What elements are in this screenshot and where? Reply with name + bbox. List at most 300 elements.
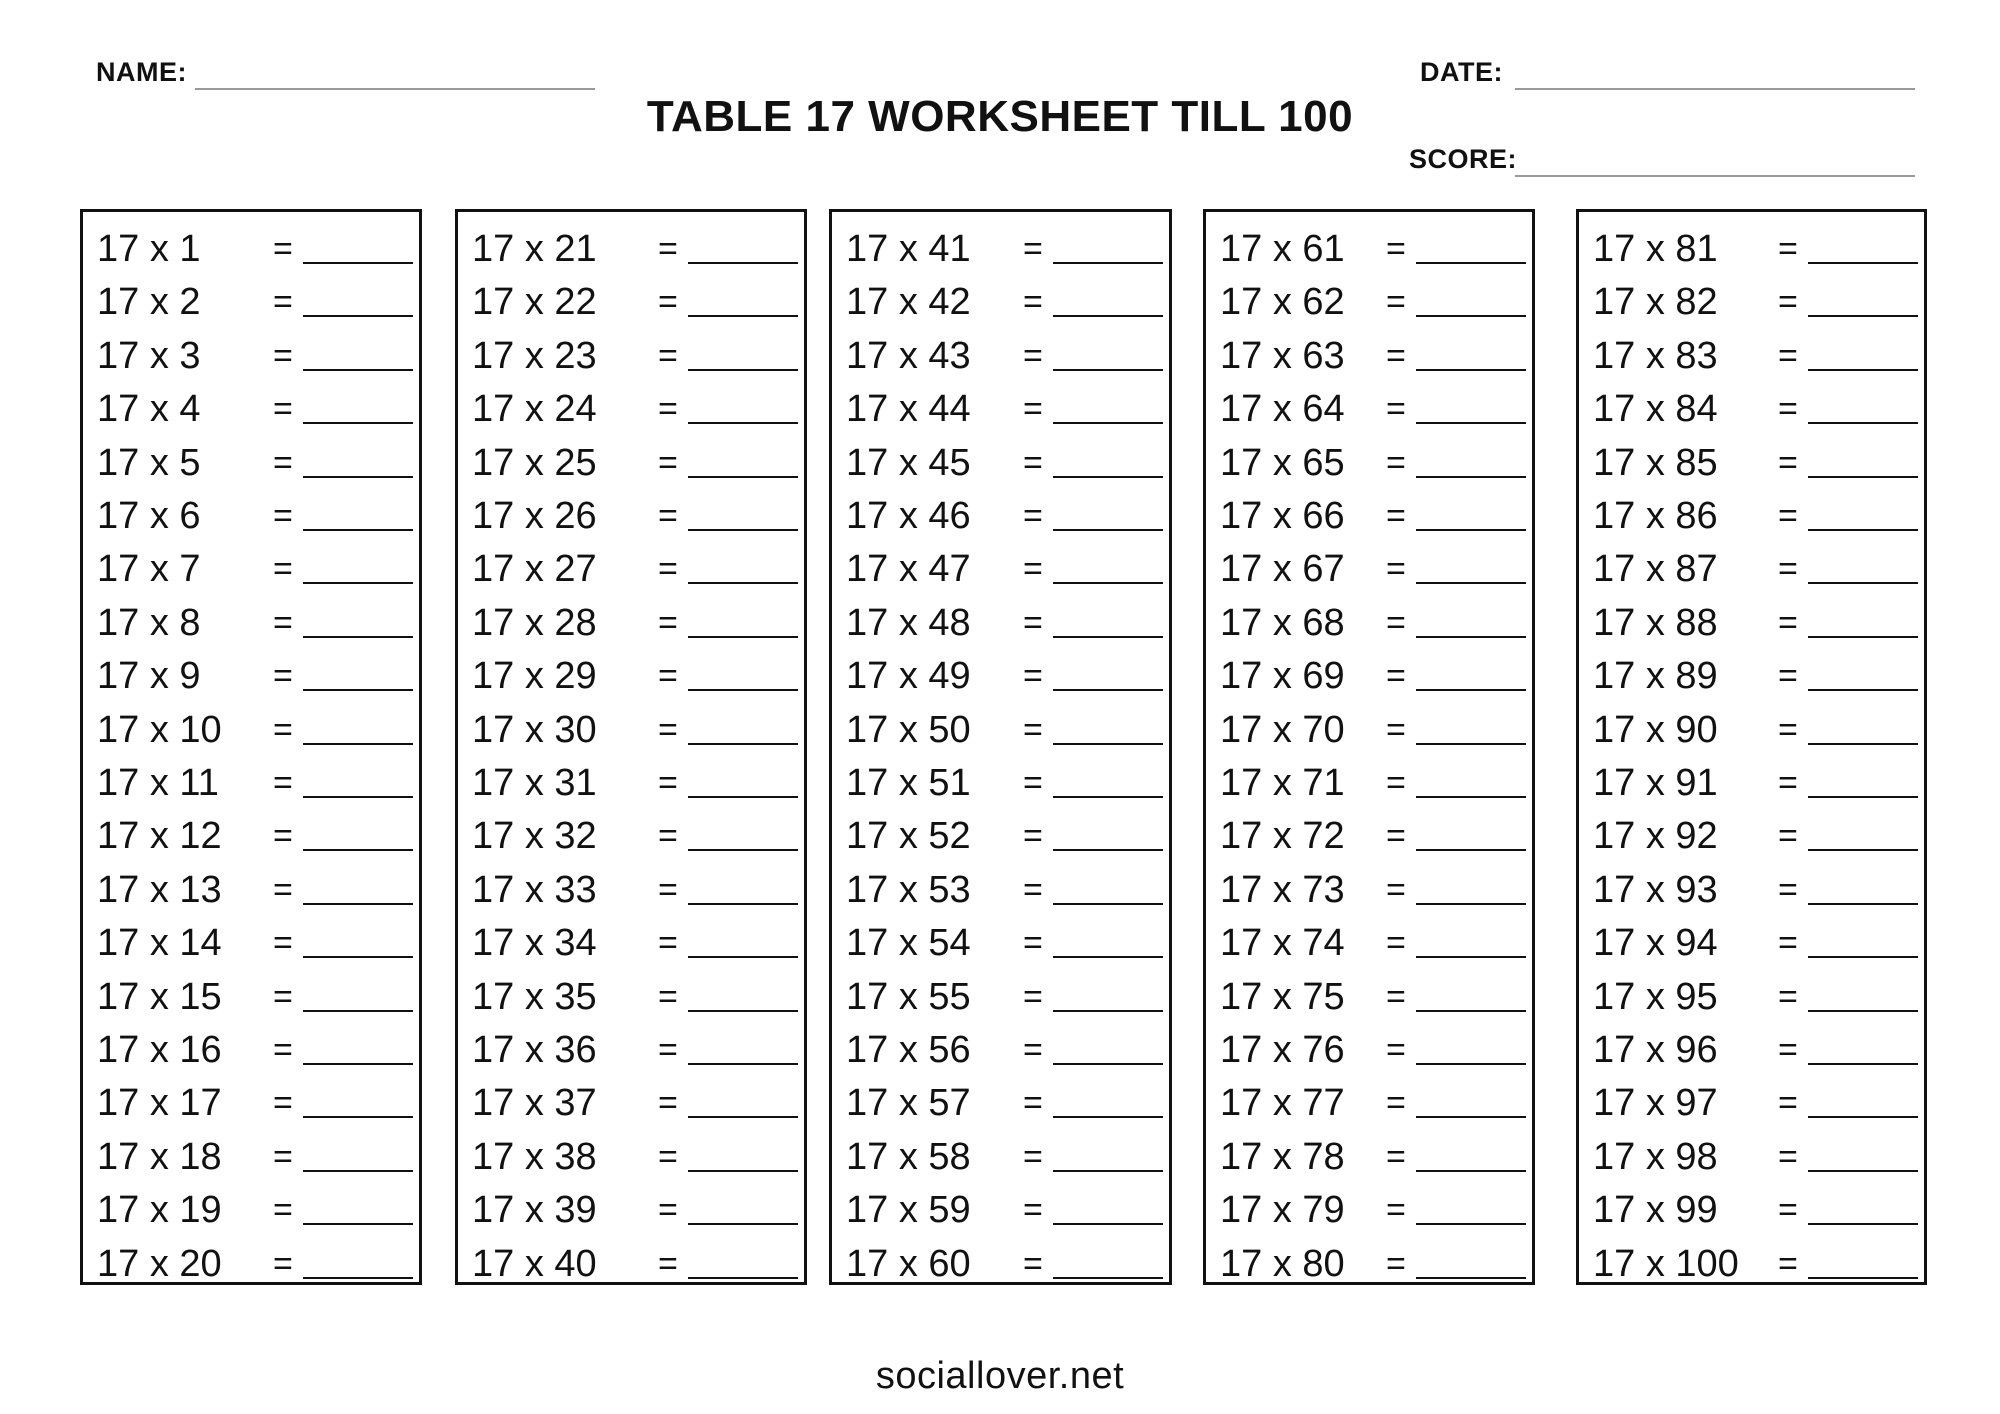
name-field[interactable]	[195, 88, 595, 90]
equals-sign: =	[1386, 710, 1406, 749]
equals-sign: =	[273, 603, 293, 642]
problem-row	[458, 1130, 804, 1183]
equals-sign: =	[1023, 443, 1043, 482]
problem-row	[83, 222, 419, 275]
problem-expression: 17 x 89	[1593, 655, 1718, 698]
answer-blank[interactable]	[688, 796, 798, 798]
equals-sign: =	[273, 764, 293, 802]
answer-blank[interactable]	[303, 743, 413, 745]
answer-blank[interactable]	[1416, 636, 1526, 638]
answer-blank[interactable]	[1808, 262, 1918, 264]
equals-sign: =	[658, 817, 678, 856]
equals-sign: =	[273, 497, 293, 535]
answer-blank[interactable]	[303, 529, 413, 531]
answer-blank[interactable]	[303, 903, 413, 905]
equals-sign: =	[273, 550, 293, 589]
problem-row	[1206, 329, 1532, 382]
answer-blank[interactable]	[1053, 903, 1163, 905]
problem-row	[832, 489, 1169, 542]
answer-blank[interactable]	[1416, 689, 1526, 691]
problem-expression: 17 x 47	[846, 548, 971, 591]
answer-blank[interactable]	[688, 1223, 798, 1225]
problem-row	[832, 970, 1169, 1023]
answer-blank[interactable]	[688, 422, 798, 424]
problem-row	[1579, 809, 1924, 862]
score-field[interactable]	[1515, 175, 1915, 177]
equals-sign: =	[1778, 1084, 1798, 1123]
equals-sign: =	[1386, 870, 1406, 909]
equals-sign: =	[1023, 1244, 1043, 1283]
problem-row	[458, 703, 804, 756]
equals-sign: =	[273, 657, 293, 696]
problem-row	[1206, 1130, 1532, 1183]
answer-blank[interactable]	[303, 796, 413, 798]
problem-row	[458, 382, 804, 435]
answer-blank[interactable]	[1416, 1223, 1526, 1225]
answer-blank[interactable]	[688, 476, 798, 478]
equals-sign: =	[658, 1137, 678, 1176]
answer-blank[interactable]	[303, 1116, 413, 1118]
answer-blank[interactable]	[1808, 422, 1918, 424]
answer-blank[interactable]	[1416, 1063, 1526, 1065]
answer-blank[interactable]	[1053, 369, 1163, 371]
equals-sign: =	[1386, 977, 1406, 1016]
problem-expression: 17 x 28	[472, 601, 597, 644]
equals-sign: =	[1386, 817, 1406, 856]
answer-blank[interactable]	[1053, 1010, 1163, 1012]
problem-row	[1206, 596, 1532, 649]
answer-blank[interactable]	[1053, 956, 1163, 958]
answer-blank[interactable]	[303, 262, 413, 264]
equals-sign: =	[1023, 870, 1043, 909]
problem-expression: 17 x 15	[97, 975, 222, 1018]
problem-expression: 17 x 3	[97, 334, 201, 377]
answer-blank[interactable]	[1053, 1063, 1163, 1065]
answer-blank[interactable]	[1416, 956, 1526, 958]
problem-row	[832, 596, 1169, 649]
problem-expression: 17 x 60	[846, 1242, 971, 1285]
problem-expression: 17 x 79	[1220, 1189, 1345, 1232]
problem-row	[1206, 1076, 1532, 1129]
answer-blank[interactable]	[1808, 315, 1918, 317]
equals-sign: =	[1023, 550, 1043, 589]
problem-row	[458, 596, 804, 649]
problem-expression: 17 x 90	[1593, 708, 1718, 751]
equals-sign: =	[1023, 230, 1043, 268]
answer-blank[interactable]	[688, 903, 798, 905]
answer-blank[interactable]	[1053, 1223, 1163, 1225]
problem-expression: 17 x 49	[846, 655, 971, 698]
problem-row	[1579, 1237, 1924, 1290]
equals-sign: =	[1778, 1191, 1798, 1230]
answer-blank[interactable]	[303, 1277, 413, 1279]
equals-sign: =	[1386, 1137, 1406, 1176]
problem-row	[1206, 916, 1532, 969]
answer-blank[interactable]	[303, 369, 413, 371]
answer-blank[interactable]	[1416, 743, 1526, 745]
equals-sign: =	[1386, 390, 1406, 429]
problem-expression: 17 x 71	[1220, 762, 1345, 804]
equals-sign: =	[1386, 764, 1406, 802]
equals-sign: =	[658, 550, 678, 589]
problem-row	[1206, 275, 1532, 328]
answer-blank[interactable]	[1053, 796, 1163, 798]
problem-row	[458, 970, 804, 1023]
answer-blank[interactable]	[688, 956, 798, 958]
problem-row	[458, 275, 804, 328]
problem-expression: 17 x 37	[472, 1082, 597, 1125]
equals-sign: =	[1023, 817, 1043, 856]
equals-sign: =	[1778, 764, 1798, 802]
equals-sign: =	[658, 230, 678, 268]
answer-blank[interactable]	[303, 315, 413, 317]
problem-expression: 17 x 75	[1220, 975, 1345, 1018]
answer-blank[interactable]	[688, 1277, 798, 1279]
problem-row	[832, 222, 1169, 275]
problem-row	[83, 1076, 419, 1129]
problem-expression: 17 x 83	[1593, 334, 1718, 377]
problem-row	[1206, 649, 1532, 702]
problem-expression: 17 x 22	[472, 281, 597, 324]
problem-expression: 17 x 16	[97, 1029, 222, 1071]
problem-row	[83, 1237, 419, 1290]
answer-blank[interactable]	[1416, 796, 1526, 798]
answer-blank[interactable]	[1808, 796, 1918, 798]
problem-expression: 17 x 7	[97, 548, 201, 591]
problem-row	[1206, 756, 1532, 809]
problem-row	[832, 1076, 1169, 1129]
answer-blank[interactable]	[1416, 262, 1526, 264]
answer-blank[interactable]	[303, 849, 413, 851]
problem-row	[1206, 542, 1532, 595]
answer-blank[interactable]	[1808, 1063, 1918, 1065]
problem-row	[1206, 436, 1532, 489]
problem-expression: 17 x 58	[846, 1135, 971, 1178]
problem-row	[832, 436, 1169, 489]
equals-sign: =	[1778, 1137, 1798, 1176]
answer-blank[interactable]	[1808, 849, 1918, 851]
equals-sign: =	[1386, 443, 1406, 482]
problem-row	[83, 596, 419, 649]
problem-expression: 17 x 82	[1593, 281, 1718, 324]
answer-blank[interactable]	[303, 956, 413, 958]
problem-expression: 17 x 91	[1593, 762, 1718, 804]
answer-blank[interactable]	[1053, 422, 1163, 424]
answer-blank[interactable]	[1416, 476, 1526, 478]
problem-row	[83, 809, 419, 862]
answer-blank[interactable]	[688, 369, 798, 371]
problem-expression: 17 x 85	[1593, 441, 1718, 484]
answer-blank[interactable]	[1808, 1116, 1918, 1118]
problem-expression: 17 x 50	[846, 708, 971, 751]
answer-blank[interactable]	[1808, 689, 1918, 691]
equals-sign: =	[1778, 817, 1798, 856]
problem-expression: 17 x 56	[846, 1029, 971, 1071]
problem-expression: 17 x 11	[97, 762, 219, 804]
problem-expression: 17 x 2	[97, 281, 201, 324]
answer-blank[interactable]	[1808, 369, 1918, 371]
problem-row	[1579, 703, 1924, 756]
date-field[interactable]	[1515, 88, 1915, 90]
problem-expression: 17 x 53	[846, 868, 971, 911]
problem-row	[83, 756, 419, 809]
problem-expression: 17 x 48	[846, 601, 971, 644]
answer-blank[interactable]	[1053, 315, 1163, 317]
answer-blank[interactable]	[688, 636, 798, 638]
equals-sign: =	[1386, 550, 1406, 589]
equals-sign: =	[1386, 657, 1406, 696]
problem-expression: 17 x 54	[846, 922, 971, 965]
problem-expression: 17 x 1	[97, 228, 201, 270]
answer-blank[interactable]	[688, 1170, 798, 1172]
problem-expression: 17 x 24	[472, 388, 597, 431]
problem-expression: 17 x 17	[97, 1082, 222, 1125]
problem-row	[1579, 1023, 1924, 1076]
answer-blank[interactable]	[1808, 743, 1918, 745]
answer-blank[interactable]	[688, 689, 798, 691]
equals-sign: =	[1386, 1244, 1406, 1283]
equals-sign: =	[658, 336, 678, 375]
problem-expression: 17 x 88	[1593, 601, 1718, 644]
problem-row	[1579, 222, 1924, 275]
problem-row	[83, 275, 419, 328]
footer-site-name: sociallover.net	[875, 1355, 1125, 1397]
equals-sign: =	[1386, 283, 1406, 322]
problem-expression: 17 x 23	[472, 334, 597, 377]
problem-expression: 17 x 30	[472, 708, 597, 751]
problem-row	[1579, 1076, 1924, 1129]
problem-expression: 17 x 51	[846, 762, 971, 804]
answer-blank[interactable]	[1053, 476, 1163, 478]
answer-blank[interactable]	[1416, 529, 1526, 531]
equals-sign: =	[1778, 1244, 1798, 1283]
equals-sign: =	[1778, 603, 1798, 642]
problem-expression: 17 x 67	[1220, 548, 1345, 591]
answer-blank[interactable]	[303, 582, 413, 584]
answer-blank[interactable]	[1416, 1116, 1526, 1118]
worksheet-column-5	[1576, 209, 1927, 1285]
problem-expression: 17 x 70	[1220, 708, 1345, 751]
problem-expression: 17 x 78	[1220, 1135, 1345, 1178]
problem-expression: 17 x 97	[1593, 1082, 1718, 1125]
problem-expression: 17 x 61	[1220, 228, 1345, 270]
worksheet-column-2	[455, 209, 807, 1285]
problem-expression: 17 x 86	[1593, 495, 1718, 537]
answer-blank[interactable]	[303, 1223, 413, 1225]
equals-sign: =	[273, 283, 293, 322]
problem-row	[832, 542, 1169, 595]
problem-row	[832, 649, 1169, 702]
answer-blank[interactable]	[1416, 1277, 1526, 1279]
problem-row	[832, 756, 1169, 809]
problem-expression: 17 x 46	[846, 495, 971, 537]
problem-row	[458, 1023, 804, 1076]
equals-sign: =	[1023, 1031, 1043, 1069]
answer-blank[interactable]	[1808, 903, 1918, 905]
answer-blank[interactable]	[1808, 1170, 1918, 1172]
problem-expression: 17 x 80	[1220, 1242, 1345, 1285]
problem-row	[1206, 1183, 1532, 1236]
name-label: NAME:	[96, 57, 187, 87]
answer-blank[interactable]	[1053, 743, 1163, 745]
problem-row	[83, 649, 419, 702]
answer-blank[interactable]	[1808, 1277, 1918, 1279]
answer-blank[interactable]	[1416, 315, 1526, 317]
answer-blank[interactable]	[303, 422, 413, 424]
answer-blank[interactable]	[303, 1170, 413, 1172]
problem-expression: 17 x 96	[1593, 1029, 1718, 1071]
problem-row	[1579, 1130, 1924, 1183]
answer-blank[interactable]	[1416, 369, 1526, 371]
equals-sign: =	[273, 1244, 293, 1283]
problem-expression: 17 x 59	[846, 1189, 971, 1232]
problem-row	[458, 436, 804, 489]
answer-blank[interactable]	[1053, 529, 1163, 531]
equals-sign: =	[273, 336, 293, 375]
answer-blank[interactable]	[1416, 582, 1526, 584]
answer-blank[interactable]	[1053, 582, 1163, 584]
problem-expression: 17 x 19	[97, 1189, 222, 1232]
answer-blank[interactable]	[688, 849, 798, 851]
date-label: DATE:	[1420, 57, 1503, 87]
answer-blank[interactable]	[303, 689, 413, 691]
problem-expression: 17 x 29	[472, 655, 597, 698]
equals-sign: =	[658, 924, 678, 963]
problem-row	[1206, 703, 1532, 756]
answer-blank[interactable]	[1808, 636, 1918, 638]
answer-blank[interactable]	[688, 315, 798, 317]
problem-expression: 17 x 34	[472, 922, 597, 965]
answer-blank[interactable]	[688, 582, 798, 584]
problem-expression: 17 x 63	[1220, 334, 1345, 377]
answer-blank[interactable]	[688, 1116, 798, 1118]
equals-sign: =	[1778, 657, 1798, 696]
problem-row	[458, 863, 804, 916]
equals-sign: =	[1386, 1084, 1406, 1123]
problem-row	[83, 863, 419, 916]
equals-sign: =	[658, 1084, 678, 1123]
problem-row	[458, 1076, 804, 1129]
problem-expression: 17 x 31	[472, 762, 597, 804]
answer-blank[interactable]	[1416, 1010, 1526, 1012]
answer-blank[interactable]	[1053, 262, 1163, 264]
answer-blank[interactable]	[1808, 1223, 1918, 1225]
problem-row	[83, 1023, 419, 1076]
problem-expression: 17 x 95	[1593, 975, 1718, 1018]
equals-sign: =	[658, 1191, 678, 1230]
problem-row	[1579, 596, 1924, 649]
answer-blank[interactable]	[1053, 689, 1163, 691]
problem-expression: 17 x 25	[472, 441, 597, 484]
answer-blank[interactable]	[688, 1063, 798, 1065]
answer-blank[interactable]	[1416, 903, 1526, 905]
equals-sign: =	[658, 443, 678, 482]
equals-sign: =	[1778, 1031, 1798, 1069]
answer-blank[interactable]	[1808, 1010, 1918, 1012]
answer-blank[interactable]	[1808, 476, 1918, 478]
equals-sign: =	[1023, 710, 1043, 749]
problem-row	[83, 382, 419, 435]
problem-expression: 17 x 84	[1593, 388, 1718, 431]
equals-sign: =	[1023, 1084, 1043, 1123]
problem-row	[832, 275, 1169, 328]
problem-row	[1206, 863, 1532, 916]
answer-blank[interactable]	[1416, 849, 1526, 851]
problem-row	[83, 970, 419, 1023]
answer-blank[interactable]	[1808, 582, 1918, 584]
problem-row	[1579, 916, 1924, 969]
answer-blank[interactable]	[1808, 956, 1918, 958]
problem-row	[832, 863, 1169, 916]
problem-expression: 17 x 92	[1593, 815, 1718, 858]
answer-blank[interactable]	[1053, 1116, 1163, 1118]
problem-expression: 17 x 99	[1593, 1189, 1718, 1232]
answer-blank[interactable]	[303, 1063, 413, 1065]
equals-sign: =	[658, 1031, 678, 1069]
problem-row	[1206, 809, 1532, 862]
problem-expression: 17 x 14	[97, 922, 222, 965]
problem-row	[1206, 489, 1532, 542]
problem-expression: 17 x 73	[1220, 868, 1345, 911]
equals-sign: =	[1778, 230, 1798, 268]
answer-blank[interactable]	[1808, 529, 1918, 531]
problem-row	[83, 1183, 419, 1236]
problem-row	[832, 703, 1169, 756]
problem-expression: 17 x 69	[1220, 655, 1345, 698]
problem-row	[832, 329, 1169, 382]
problem-expression: 17 x 33	[472, 868, 597, 911]
answer-blank[interactable]	[1053, 1170, 1163, 1172]
answer-blank[interactable]	[303, 476, 413, 478]
problem-expression: 17 x 98	[1593, 1135, 1718, 1178]
answer-blank[interactable]	[1053, 1277, 1163, 1279]
problem-expression: 17 x 6	[97, 495, 201, 537]
problem-expression: 17 x 55	[846, 975, 971, 1018]
answer-blank[interactable]	[688, 1010, 798, 1012]
equals-sign: =	[658, 1244, 678, 1283]
problem-expression: 17 x 45	[846, 441, 971, 484]
answer-blank[interactable]	[1416, 422, 1526, 424]
equals-sign: =	[273, 1084, 293, 1123]
problem-row	[1206, 1023, 1532, 1076]
equals-sign: =	[1386, 336, 1406, 375]
page-title: TABLE 17 WORKSHEET TILL 100	[646, 92, 1354, 141]
equals-sign: =	[273, 977, 293, 1016]
answer-blank[interactable]	[303, 1010, 413, 1012]
answer-blank[interactable]	[303, 636, 413, 638]
problem-expression: 17 x 20	[97, 1242, 222, 1285]
answer-blank[interactable]	[1416, 1170, 1526, 1172]
answer-blank[interactable]	[1053, 849, 1163, 851]
problem-expression: 17 x 26	[472, 495, 597, 537]
worksheet-column-4	[1203, 209, 1535, 1285]
equals-sign: =	[658, 870, 678, 909]
answer-blank[interactable]	[1053, 636, 1163, 638]
answer-blank[interactable]	[688, 743, 798, 745]
problem-row	[1579, 436, 1924, 489]
equals-sign: =	[1386, 1191, 1406, 1230]
equals-sign: =	[1386, 497, 1406, 535]
equals-sign: =	[1386, 230, 1406, 268]
equals-sign: =	[1023, 764, 1043, 802]
answer-blank[interactable]	[688, 262, 798, 264]
problem-row	[1579, 275, 1924, 328]
answer-blank[interactable]	[688, 529, 798, 531]
problem-row	[1579, 756, 1924, 809]
problem-row	[458, 809, 804, 862]
problem-row	[1579, 542, 1924, 595]
equals-sign: =	[658, 390, 678, 429]
